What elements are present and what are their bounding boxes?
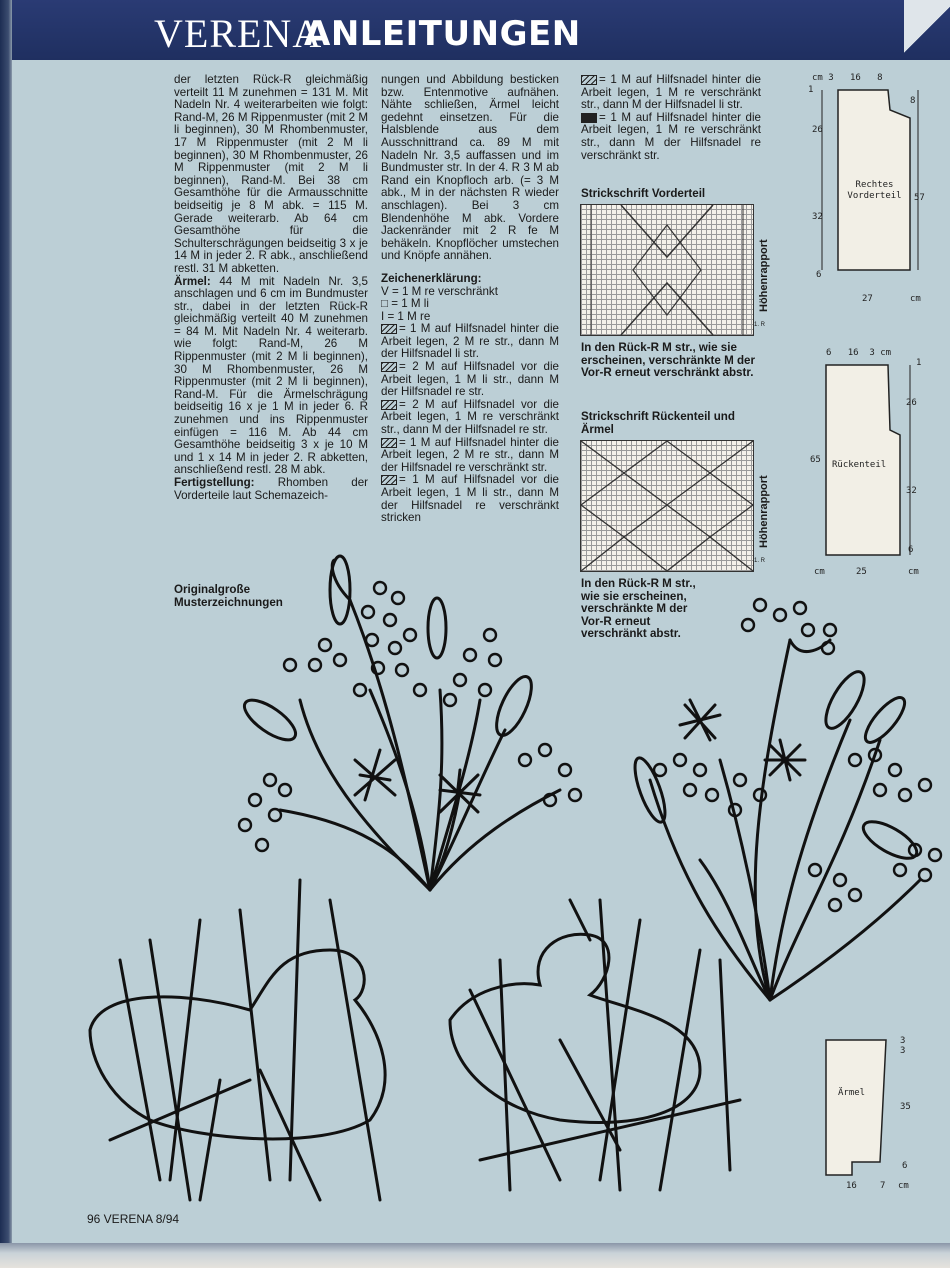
legend-item: = 1 M auf Hilfsnadel hinter die Arbeit legen, 1 M re verschränkt str., dann M der Hilfsnadel li str.: [581, 73, 761, 112]
schematic-front-right-2: 57: [914, 193, 925, 203]
schematic-back-right-4: 6: [908, 545, 914, 555]
section-title: ANLEITUNGEN: [304, 14, 581, 54]
chart-front-caption: In den Rück-R M str., wie sie erscheinen, verschränkte M der Vor-R erneut verschränkt abstr.: [581, 341, 755, 380]
chart-back-caption: In den Rück-R M str., wie sie erscheinen, verschränkte M der Vor-R erneut verschränkt abstr.: [581, 577, 696, 641]
schematic-back-left: 65: [810, 455, 821, 465]
paragraph: nungen und Abbildung besticken bzw. Entenmotive aufnähen. Nähte schließen, Ärmel leicht gedehnt einsetzen. Für die Halsblende aus dem Ausschnittrand ca. 89 M mit Nadeln Nr. 3,5 auffassen und im Bundmuster str. In der 4. R 3 M ab Rand ein Knopfloch arb. (= 3 M abk., M in der nächsten R wieder anschlagen). Bei 3 cm Blendenhöhe M abk. Vordere Jackenränder mit 2 R fe M behäkeln. Knopflöcher umstechen und Knöpfe annähen.: [381, 73, 559, 263]
legend-item: = 2 M auf Hilfsnadel vor die Arbeit legen, 1 M re verschränkt str., dann M der Hilfsnadel re str.: [381, 397, 559, 437]
schematic-sleeve-label: Ärmel: [838, 1088, 866, 1098]
schematic-front-left-4: 6: [816, 270, 822, 280]
row-marker: 1. R: [754, 558, 766, 564]
schematic-back-bottom-1: cm: [814, 567, 825, 577]
legend-item: = 1 M auf Hilfsnadel vor die Arbeit legen, 1 M li str., dann M der Hilfsnadel re verschränkt stricken: [381, 473, 559, 525]
legend-item: = 1 M auf Hilfsnadel hinter die Arbeit legen, 1 M re verschränkt str., dann M der Hilfsnadel re verschränkt str.: [581, 110, 761, 162]
schematic-front-right-1: 8: [910, 96, 916, 106]
schematic-front-bottom-unit: cm: [910, 294, 921, 304]
schematic-back-bottom-3: cm: [908, 567, 919, 577]
schematic-front-bottom: 27: [862, 294, 873, 304]
chart-front-title: Strickschrift Vorderteil: [581, 187, 706, 200]
paragraph-finishing: Fertigstellung: Rhomben der Vorderteile laut Schemazeich-: [174, 476, 368, 502]
schematic-sleeve-bottom-3: cm: [898, 1181, 909, 1191]
schematic-front-label: Rechtes Vorderteil: [847, 180, 902, 201]
schematic-front-left-1: 1: [808, 85, 814, 95]
schematic-front-left-2: 26: [812, 125, 823, 135]
schematic-back-bottom-2: 25: [856, 567, 867, 577]
schematic-back-label: Rückenteil: [832, 460, 887, 470]
schematic-back-right-1: 1: [916, 358, 922, 368]
schematic-back-top: 6 16 3 cm: [826, 348, 892, 358]
schematic-front-top: cm 3 16 8: [812, 73, 883, 83]
legend-item: I = 1 M re: [381, 309, 431, 323]
paragraph-sleeve: Ärmel: 44 M mit Nadeln Nr. 3,5 anschlagen und 6 cm im Bundmuster str., dabei in der letzten Rück-R gleichmäßig verteilt 40 M zunehmen = 84 M. Mit Nadeln Nr. 4 weiterarb. wie folgt: Rand-M, 26 M Rippenmuster (mit 2 M li beginnen), 30 M Rhombenmuster, 26 M Rippenmuster (mit 2 M li beginnen), Rand-M. Für die Ärmelschrägung beidseitig 16 x je 1 M in jeder 6. R zunehmen und ins Rippenmuster einfügen = 116 M. Ab 44 cm Gesamthöhe beidseitig 3 x je 10 M und 1 x 14 M in jeder 2. R abketten, anschließend restl. 28 M abk.: [174, 274, 368, 477]
page-footer: 96 VERENA 8/94: [87, 1212, 180, 1226]
paragraph: der letzten Rück-R gleichmäßig verteilt 11 M zunehmen = 131 M. Mit Nadeln Nr. 4 weiterarbeiten wie folgt: Rand-M, 26 M Rippenmuster (mit 2 M li beginnen), 30 M Rhombenmuster, 17 M Rippenmuster (mit 2 M li beginnen), 30 M Rhombenmuster, 26 M Rippenmuster (mit 2 M li beginnen), Rand-M. Bei 38 cm Gesamthöhe für die Armausschnitte beidseitig je 8 M abk. = 115 M. Gerade weiterarb. Ab 64 cm Gesamthöhe für die Schulterschrägungen beidseitig 3 x je 14 M in jeder 2. R abk., anschließend restl. 31 M abketten.: [174, 73, 368, 275]
schematic-sleeve-bottom-2: 7: [880, 1181, 886, 1191]
row-marker: 1. R: [754, 322, 766, 328]
legend-item: = 1 M auf Hilfsnadel hinter die Arbeit legen, 2 M re str., dann M der Hilfsnadel re verschränkt str.: [381, 435, 559, 474]
schematic-sleeve-right-1: 3 3: [900, 1036, 906, 1056]
schematic-sleeve-right-3: 6: [902, 1161, 908, 1171]
schematic-front-left-3: 32: [812, 212, 823, 222]
legend-item: □ = 1 M li: [381, 297, 429, 311]
chart-front-rapport: Höhenrapport: [758, 239, 770, 312]
chart-back-title: Strickschrift Rückenteil und Ärmel: [581, 410, 735, 436]
legend-item: V = 1 M re verschränkt: [381, 284, 498, 298]
original-drawings-title: Originalgroße Musterzeichnungen: [174, 583, 283, 609]
schematic-sleeve-bottom-1: 16: [846, 1181, 857, 1191]
schematic-sleeve-right-2: 35: [900, 1102, 911, 1112]
brand-logo: VERENA: [154, 11, 323, 56]
legend-item: = 2 M auf Hilfsnadel vor die Arbeit legen, 1 M li str., dann M der Hilfsnadel re str.: [381, 360, 559, 399]
legend-item: = 1 M auf Hilfsnadel hinter die Arbeit legen, 2 M re str., dann M der Hilfsnadel li str.: [381, 322, 559, 361]
schematic-back-right-2: 26: [906, 398, 917, 408]
schematic-back-right-3: 32: [906, 486, 917, 496]
legend-title: Zeichenerklärung:: [381, 271, 482, 285]
chart-back-rapport: Höhenrapport: [758, 475, 770, 548]
